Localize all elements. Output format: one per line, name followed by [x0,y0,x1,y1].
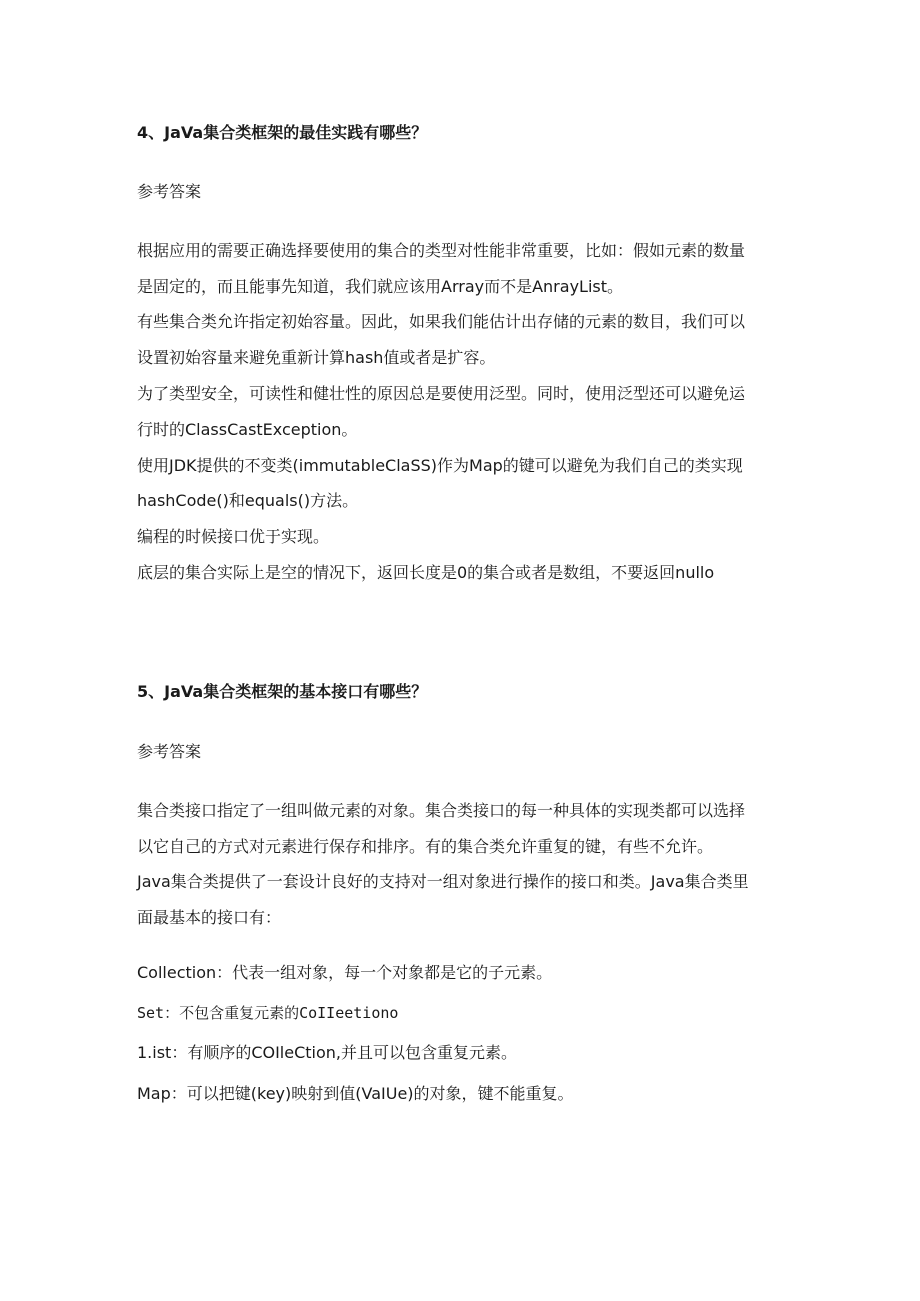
interface-set: Set：不包含重复元素的CoIIeetiono [137,1004,399,1022]
section4-line-4: 设置初始容量来避免重新计算hash值或者是扩容。 [137,348,496,367]
section4-line-7: 使用JDK提供的不变类(immutableClaSS)作为Map的键可以避免为我们自己的类实现 [137,456,743,475]
section4-line-6: 行时的ClassCastException。 [137,420,358,439]
section4-line-5: 为了类型安全，可读性和健壮性的原因总是要使用泛型。同时，使用泛型还可以避免运 [137,384,746,403]
interface-collection: Collection：代表一组对象，每一个对象都是它的子元素。 [137,963,553,982]
section5-line-4: 面最基本的接口有： [137,908,282,927]
section4-line-3: 有些集合类允许指定初始容量。因此，如果我们能估计出存储的元素的数目，我们可以 [137,312,746,331]
section5-line-3: Java集合类提供了一套设计良好的支持对一组对象进行操作的接口和类。Java集合类里 [137,872,749,891]
section4-heading: 4、JaVa集合类框架的最佳实践有哪些？ [137,123,428,142]
interface-map: Map：可以把键(key)映射到值(VaIUe)的对象，键不能重复。 [137,1084,574,1103]
section5-line-1: 集合类接口指定了一组叫做元素的对象。集合类接口的每一种具体的实现类都可以选择 [137,801,746,820]
interface-list: 1.ist：有顺序的COIleCtion,并且可以包含重复元素。 [137,1043,518,1062]
section4-line-9: 编程的时候接口优于实现。 [137,527,330,546]
section5-answer-label: 参考答案 [137,742,202,761]
section5-heading: 5、JaVa集合类框架的基本接口有哪些？ [137,682,428,701]
section4-line-1: 根据应用的需要正确选择要使用的集合的类型对性能非常重要，比如：假如元素的数量 [137,241,746,260]
section4-line-2: 是固定的，而且能事先知道，我们就应该用Array而不是AnrayList。 [137,277,624,296]
section4-answer-label: 参考答案 [137,182,202,201]
section4-line-8: hashCode()和equals()方法。 [137,491,359,510]
section4-line-10: 底层的集合实际上是空的情况下，返回长度是0的集合或者是数组，不要返回nullo [137,563,715,582]
section5-line-2: 以它自己的方式对元素进行保存和排序。有的集合类允许重复的键，有些不允许。 [137,837,714,856]
